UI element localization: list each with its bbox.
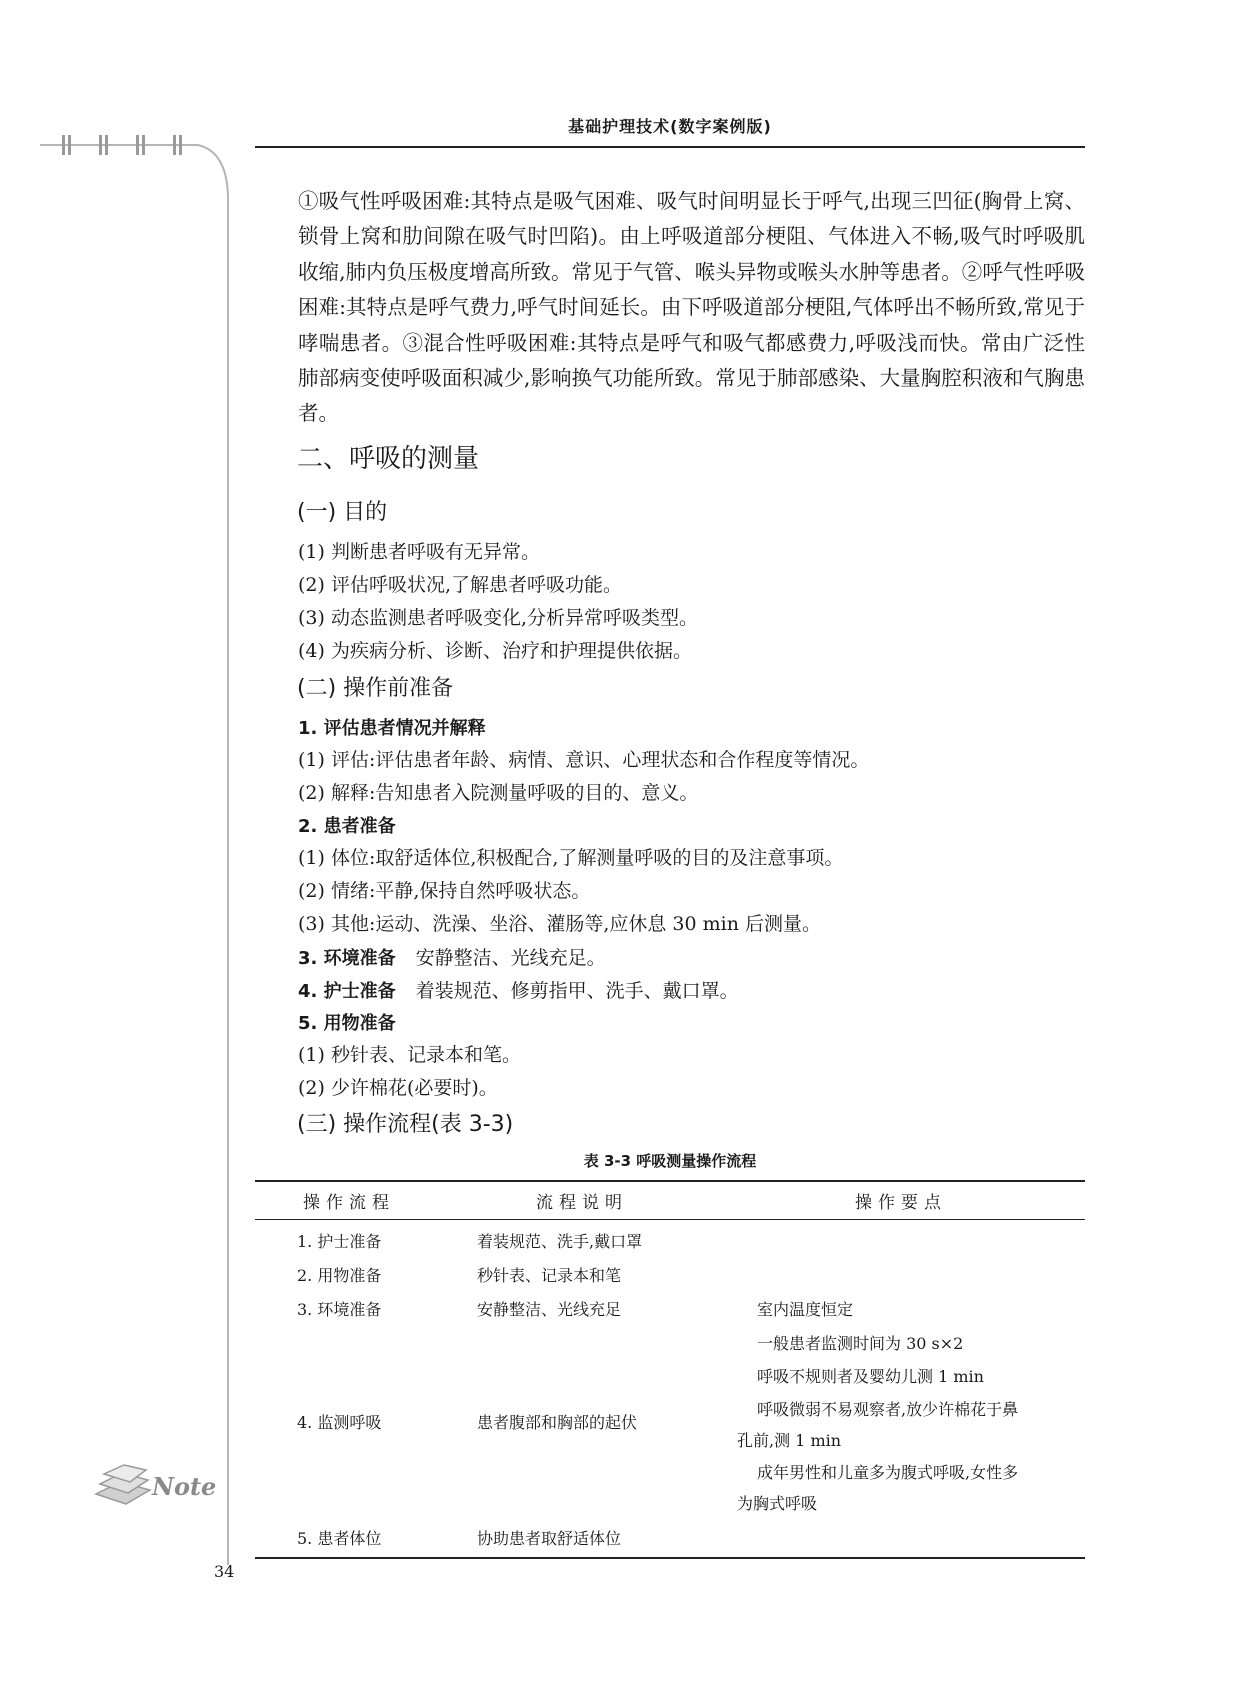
intro-paragraph: ①吸气性呼吸困难:其特点是吸气困难、吸气时间明显长于呼气,出现三凹征(胸骨上窝、锁骨上窝和肋间隙在吸气时凹陷)。由上呼吸道部分梗阻、气体进入不畅,吸气时呼吸肌收缩,肺内负压极度增高所致。常见于气管、喉头异物或喉头水肿等患者。②呼气性呼吸困难:其特点是呼气费力,呼气时间延长。由下呼吸道部分梗阻,气体呼出不畅所致,常见于哮喘患者。③混合性呼吸困难:其特点是呼气和吸气都感费力,呼吸浅而快。常由广泛性肺部病变使呼吸面积减少,影响换气功能所致。常见于肺部感染、大量胸腔积液和气胸患者。 [298, 189, 1085, 426]
prep-step-title: 5. 用物准备 [298, 1013, 396, 1034]
prep-item: (3) 其他:运动、洗澡、坐浴、灌肠等,应休息 30 min 后测量。 [298, 913, 822, 935]
table-cell-desc: 着装规范、洗手,戴口罩 [477, 1232, 643, 1251]
page-number: 34 [214, 1562, 235, 1581]
column-header: 操作流程 [303, 1193, 395, 1213]
prep-step-title: 1. 评估患者情况并解释 [298, 718, 486, 739]
table-cell-point: 呼吸微弱不易观察者,放少许棉花于鼻 [757, 1400, 1019, 1419]
table-bottom-rule [255, 1557, 1085, 1559]
prep-step-text: 着装规范、修剪指甲、洗手、戴口罩。 [415, 980, 739, 1002]
table-cell-desc: 秒针表、记录本和笔 [477, 1266, 622, 1285]
running-header-title: 基础护理技术(数字案例版) [568, 117, 772, 136]
prep-heading: (二) 操作前准备 [297, 676, 454, 701]
prep-item: (2) 少许棉花(必要时)。 [298, 1077, 498, 1099]
header-rule [255, 146, 1085, 148]
table-cell-desc: 患者腹部和胸部的起伏 [477, 1413, 638, 1432]
purpose-item: (1) 判断患者呼吸有无异常。 [298, 541, 540, 563]
prep-step-text: 安静整洁、光线充足。 [415, 947, 606, 969]
note-label: Note [152, 1472, 217, 1501]
column-header: 流程说明 [536, 1193, 628, 1213]
prep-item: (1) 秒针表、记录本和笔。 [298, 1044, 521, 1066]
prep-step-title: 4. 护士准备 [298, 981, 396, 1002]
prep-item: (2) 情绪:平静,保持自然呼吸状态。 [298, 880, 591, 902]
prep-item: (1) 体位:取舒适体位,积极配合,了解测量呼吸的目的及注意事项。 [298, 847, 844, 869]
column-header: 操作要点 [855, 1193, 947, 1213]
purpose-item: (4) 为疾病分析、诊断、治疗和护理提供依据。 [298, 640, 692, 662]
purpose-heading: (一) 目的 [297, 500, 388, 525]
table-cell-step: 4. 监测呼吸 [297, 1413, 382, 1432]
table-cell-desc: 安静整洁、光线充足 [477, 1300, 622, 1319]
purpose-item: (2) 评估呼吸状况,了解患者呼吸功能。 [298, 574, 622, 596]
table-top-rule [255, 1180, 1085, 1182]
table-cell-desc: 协助患者取舒适体位 [477, 1529, 622, 1548]
prep-step-line [298, 943, 606, 970]
table-cell-point: 室内温度恒定 [757, 1300, 854, 1319]
table-cell-point: 为胸式呼吸 [737, 1494, 818, 1513]
table-cell-point: 成年男性和儿童多为腹式呼吸,女性多 [757, 1463, 1019, 1482]
prep-step-title: 2. 患者准备 [298, 816, 396, 837]
table-caption: 表 3-3 呼吸测量操作流程 [583, 1152, 757, 1170]
table-cell-step: 5. 患者体位 [297, 1529, 382, 1548]
section-title: 二、呼吸的测量 [297, 444, 480, 474]
flow-heading: (三) 操作流程(表 3-3) [297, 1112, 514, 1137]
table-cell-step: 3. 环境准备 [297, 1300, 382, 1319]
purpose-item: (3) 动态监测患者呼吸变化,分析异常呼吸类型。 [298, 607, 698, 629]
prep-item: (2) 解释:告知患者入院测量呼吸的目的、意义。 [298, 782, 699, 804]
prep-item: (1) 评估:评估患者年龄、病情、意识、心理状态和合作程度等情况。 [298, 749, 870, 771]
prep-step-title: 3. 环境准备 [298, 948, 396, 969]
table-cell-step: 1. 护士准备 [297, 1232, 382, 1251]
table-cell-point: 呼吸不规则者及婴幼儿测 1 min [757, 1367, 984, 1386]
stacked-books-icon [92, 1464, 154, 1508]
table-cell-point: 一般患者监测时间为 30 s×2 [757, 1334, 964, 1353]
margin-decoration [0, 130, 240, 1570]
table-header-rule [255, 1219, 1085, 1220]
table-cell-step: 2. 用物准备 [297, 1266, 382, 1285]
table-cell-point: 孔前,测 1 min [737, 1431, 842, 1450]
prep-step-line [298, 976, 739, 1003]
